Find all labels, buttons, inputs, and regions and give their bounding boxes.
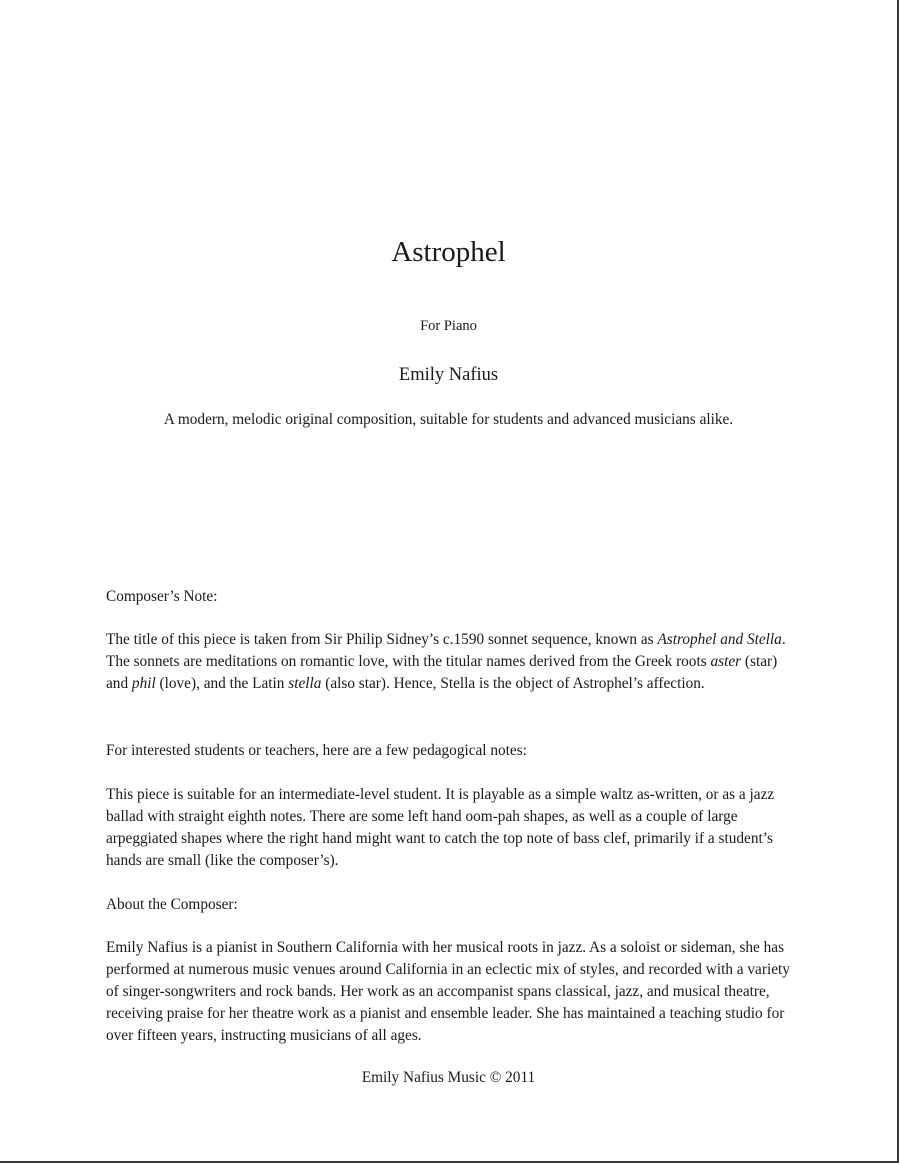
greek-root-aster: aster <box>710 653 742 670</box>
composers-note-paragraph: The title of this piece is taken from Sir Philip Sidney’s c.1590 sonnet sequence, known as Astrophel and Stella. The sonnets are meditations on romantic love, with the titular names derived from the Greek roots aster (star) and phil (love), and the Latin stella (also star). Hence, Stella is the object of Astrophel’s affection. <box>106 631 786 692</box>
composer-name: Emily Nafius <box>398 365 499 385</box>
pedagogy-heading: For interested students or teachers, here are a few pedagogical notes: <box>106 742 527 759</box>
about-heading: About the Composer: <box>106 896 238 913</box>
about-paragraph: Emily Nafius is a pianist in Southern California with her musical roots in jazz. As a soloist or sideman, she has performed at numerous music venues around California in an eclectic mix of styles, and recorded with a variety of singer-songwriters and rock bands. Her work as an accompanist spans classical, jazz, and musical theatre, receiving praise for her theatre work as a pianist and ensemble leader. She has maintained a teaching studio for over fifteen years, instructing musicians of all ages. <box>106 939 790 1044</box>
composers-note-heading: Composer’s Note: <box>106 588 218 605</box>
instrumentation: For Piano <box>420 318 477 334</box>
latin-stella: stella <box>288 675 322 692</box>
greek-root-phil: phil <box>131 675 156 692</box>
tagline: A modern, melodic original composition, suitable for students and advanced musicians alike. <box>163 411 734 428</box>
copyright-footer: Emily Nafius Music © 2011 <box>361 1069 536 1086</box>
sonnet-title-italic: Astrophel and Stella <box>657 631 782 648</box>
pedagogy-paragraph: This piece is suitable for an intermediate-level student. It is playable as a simple waltz as-written, or as a jazz ballad with straight eighth notes. There are some left hand oom-pah shapes, as well as a couple of large arpeggiated shapes where the right hand might want to catch the top note of bass clef, primarily if a student’s hands are small (like the composer’s). <box>106 786 775 869</box>
piece-title: Astrophel <box>391 236 506 268</box>
